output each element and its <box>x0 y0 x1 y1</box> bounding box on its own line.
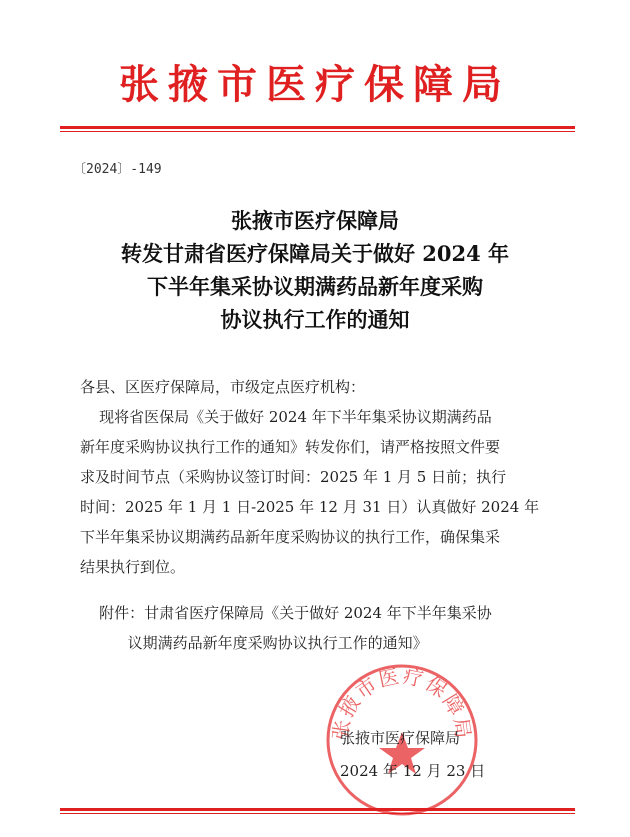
body-line: 新年度采购协议执行工作的通知》转发你们，请严格按照文件要 <box>80 438 501 456</box>
title-line-2: 转发甘肃省医疗保障局关于做好 2024 年 <box>120 241 510 266</box>
masthead-title: 张掖市医疗保障局 <box>119 61 511 108</box>
attachment-line: 附件：甘肃省医疗保障局《关于做好 2024 年下半年集采协 <box>80 604 492 622</box>
document-number: 〔2024〕-149 <box>73 162 162 177</box>
signature-date: 2024 年 12 月 23 日 <box>340 762 486 780</box>
footer-rule-thick <box>60 808 575 811</box>
body-line: 求及时间节点（采购协议签订时间：2025 年 1 月 5 日前；执行 <box>80 468 507 486</box>
header-rule-thin <box>60 131 575 132</box>
body-line: 现将省医保局《关于做好 2024 年下半年集采协议期满药品 <box>80 408 492 426</box>
body-line: 时间：2025 年 1 月 1 日-2025 年 12 月 31 日）认真做好 2024 年 <box>80 498 540 516</box>
header-rule-thick <box>60 126 575 129</box>
salutation: 各县、区医疗保障局，市级定点医疗机构： <box>80 378 366 396</box>
title-line-3: 下半年集采协议期满药品新年度采购 <box>147 274 483 299</box>
body-line: 下半年集采协议期满药品新年度采购协议的执行工作，确保集采 <box>80 528 501 546</box>
footer-rule-thin <box>60 813 575 814</box>
title-line-1: 张掖市医疗保障局 <box>231 208 399 233</box>
attachment-line: 议期满药品新年度采购协议执行工作的通知》 <box>80 634 428 652</box>
title-line-4: 协议执行工作的通知 <box>220 307 410 332</box>
seal-text: 张掖市医疗保障局 <box>328 663 476 742</box>
signature-organization: 张掖市医疗保障局 <box>340 729 461 747</box>
body-line: 结果执行到位。 <box>80 558 186 576</box>
